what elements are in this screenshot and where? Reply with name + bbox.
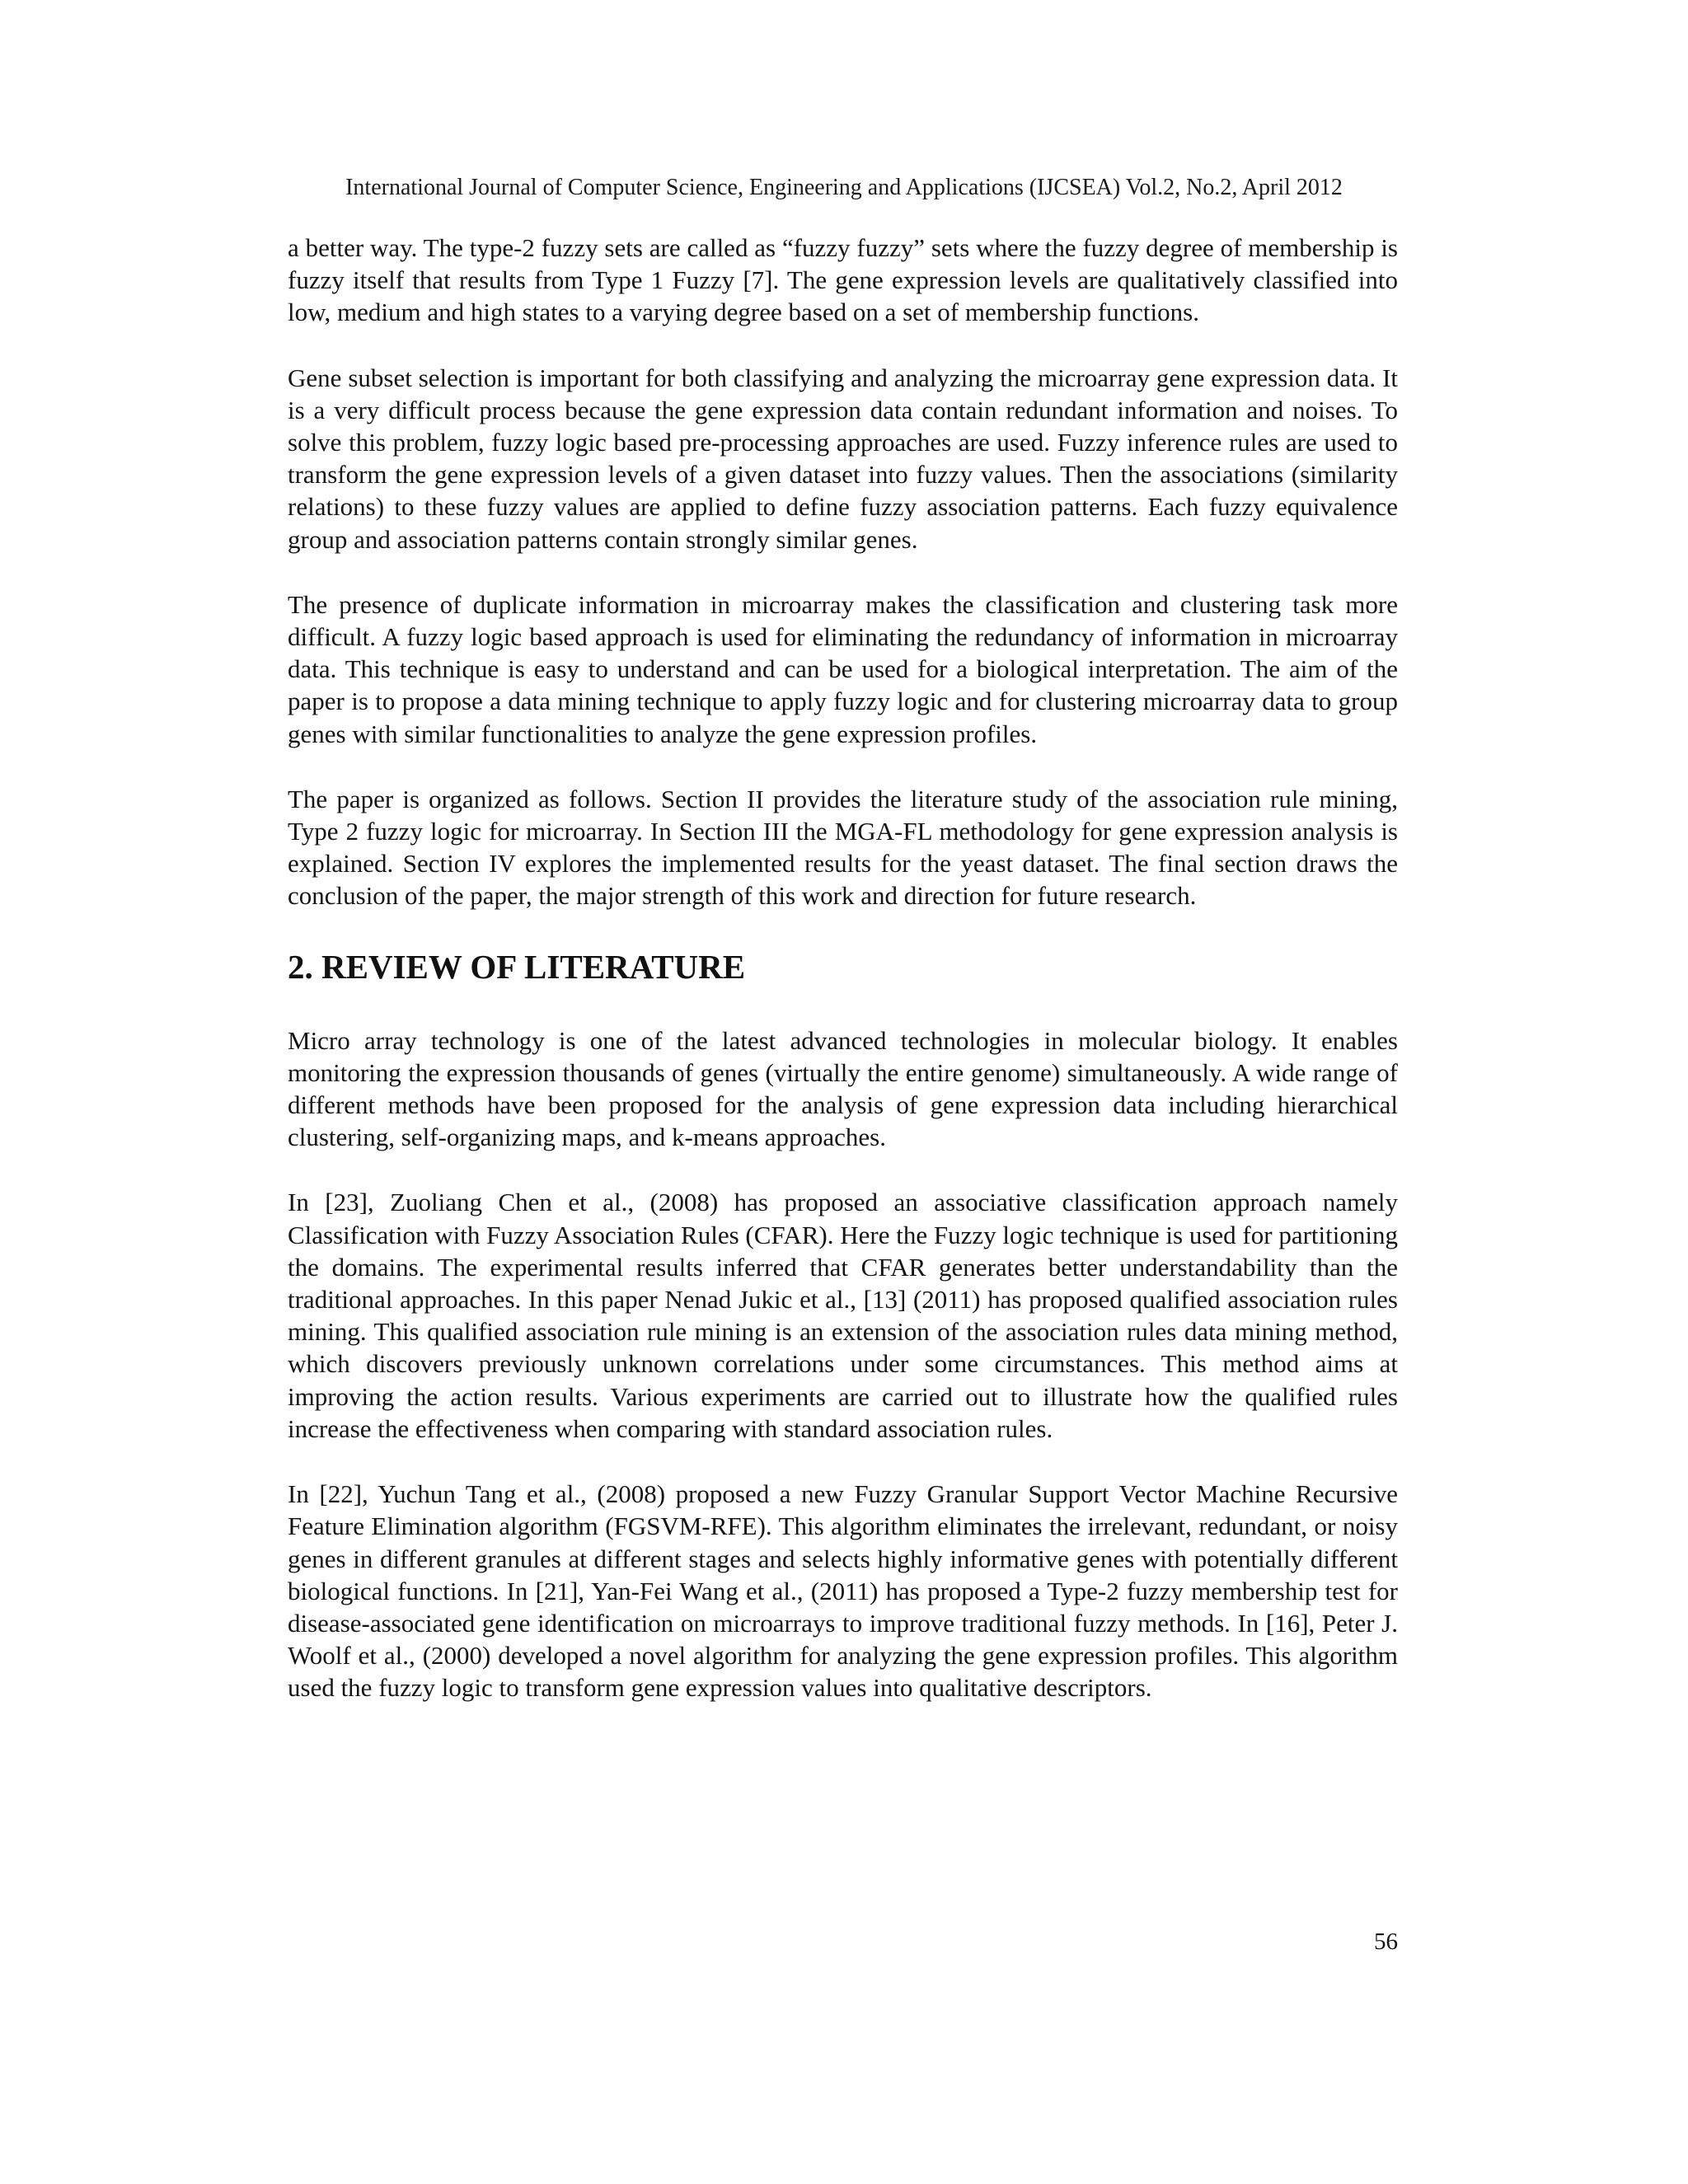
page-body (288, 232, 1398, 1737)
review-paragraph-cfar: In [23], Zuoliang Chen et al., (2008) has proposed an associative classification approach namely Classification with Fuzzy Association Rules (CFAR). Here the Fuzzy logic technique is used for partitioning the domains. The experimental results inferred that CFAR generates better understandability than the traditional approaches. In this paper Nenad Jukic et al., [13] (2011) has proposed qualified association rules mining. This qualified association rule mining is an extension of the association rules data mining method, which discovers previously unknown correlations under some circumstances. This method aims at improving the action results. Various experiments are carried out to illustrate how the qualified rules increase the effectiveness when comparing with standard association rules. (288, 1188, 1398, 1443)
intro-paragraph-organization: The paper is organized as follows. Section II provides the literature study of the association rule mining, Type 2 fuzzy logic for microarray. In Section III the MGA-FL methodology for gene expression analysis is explained. Section IV explores the implemented results for the yeast dataset. The final section draws the conclusion of the paper, the major strength of this work and direction for future research. (288, 784, 1398, 911)
intro-paragraph-type2-fuzzy: a better way. The type-2 fuzzy sets are called as “fuzzy fuzzy” sets where the fuzzy degree of membership is fuzzy itself that results from Type 1 Fuzzy [7]. The gene expression levels are qualitatively classified into low, medium and high states to a varying degree based on a set of membership functions. (288, 233, 1398, 327)
review-paragraph-fgsvm-rfe: In [22], Yuchun Tang et al., (2008) proposed a new Fuzzy Granular Support Vector Machine Recursive Feature Elimination algorithm (FGSVM-RFE). This algorithm eliminates the irrelevant, redundant, or noisy genes in different granules at different stages and selects highly informative genes with potentially different biological functions. In [21], Yan-Fei Wang et al., (2011) has proposed a Type-2 fuzzy membership test for disease-associated gene identification on microarrays to improve traditional fuzzy methods. In [16], Peter J. Woolf et al., (2000) developed a novel algorithm for analyzing the gene expression profiles. This algorithm used the fuzzy logic to transform gene expression values into qualitative descriptors. (288, 1479, 1398, 1703)
page-number: 56 (1374, 1929, 1398, 1955)
section-heading-review-of-literature: 2. REVIEW OF LITERATURE (288, 947, 746, 986)
intro-paragraph-duplicate-information: The presence of duplicate information in microarray makes the classification and clustering task more difficult. A fuzzy logic based approach is used for eliminating the redundancy of information in microarray data. This technique is easy to understand and can be used for a biological interpretation. The aim of the paper is to propose a data mining technique to apply fuzzy logic and for clustering microarray data to group genes with similar functionalities to analyze the gene expression profiles. (288, 589, 1398, 748)
journal-running-header: International Journal of Computer Science, Engineering and Applications (IJCSEA) Vol.2, No.2, April 2012 (345, 175, 1343, 200)
intro-paragraph-gene-subset: Gene subset selection is important for both classifying and analyzing the microarray gene expression data. It is a very difficult process because the gene expression data contain redundant information and noises. To solve this problem, fuzzy logic based pre-processing approaches are used. Fuzzy inference rules are used to transform the gene expression levels of a given dataset into fuzzy values. Then the associations (similarity relations) to these fuzzy values are applied to define fuzzy association patterns. Each fuzzy equivalence group and association patterns contain strongly similar genes. (288, 363, 1398, 554)
review-paragraph-microarray-technology: Micro array technology is one of the latest advanced technologies in molecular biology. It enables monitoring the expression thousands of genes (virtually the entire genome) simultaneously. A wide range of different methods have been proposed for the analysis of gene expression data including hierarchical clustering, self-organizing maps, and k-means approaches. (288, 1025, 1398, 1152)
